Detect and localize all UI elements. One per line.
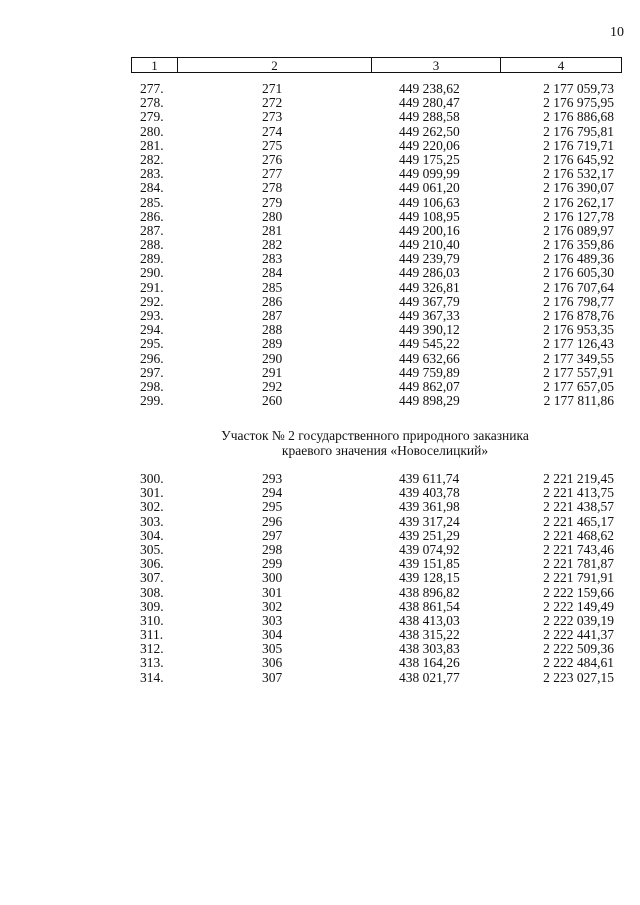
table-row [0, 472, 640, 486]
coordinate-y: 2 176 798,77 [543, 293, 614, 309]
header-col-2: 2 [178, 58, 372, 72]
coordinates-table-section-1 [0, 82, 640, 408]
coordinate-x: 449 210,40 [399, 237, 460, 253]
table-row [0, 125, 640, 139]
row-number: 283. [140, 166, 164, 182]
table-header [131, 57, 622, 73]
table-row [0, 352, 640, 366]
table-row [0, 82, 640, 96]
coordinate-y: 2 176 489,36 [543, 251, 614, 267]
point-number: 295 [262, 499, 283, 515]
row-number: 297. [140, 364, 164, 380]
point-number: 274 [262, 123, 283, 139]
row-number: 278. [140, 95, 164, 111]
table-row [0, 266, 640, 280]
coordinate-x: 439 251,29 [399, 527, 460, 543]
table-row [0, 110, 640, 124]
point-number: 290 [262, 350, 283, 366]
table-row [0, 586, 640, 600]
row-number: 291. [140, 279, 164, 295]
point-number: 286 [262, 293, 283, 309]
table-row [0, 238, 640, 252]
coordinate-y: 2 221 781,87 [543, 556, 614, 572]
section-title-line-2: краевого значения «Новоселицкий» [281, 443, 489, 458]
coordinate-x: 439 128,15 [399, 570, 460, 586]
table-row [0, 394, 640, 408]
coordinate-x: 439 403,78 [399, 485, 460, 501]
row-number: 280. [140, 123, 164, 139]
row-number: 306. [140, 556, 164, 572]
coordinate-y: 2 177 349,55 [543, 350, 614, 366]
row-number: 311. [140, 627, 164, 643]
row-number: 309. [140, 598, 164, 614]
row-number: 299. [140, 393, 164, 409]
coordinate-y: 2 221 743,46 [543, 541, 614, 557]
coordinate-x: 449 288,58 [399, 109, 460, 125]
coordinate-y: 2 221 413,75 [543, 485, 614, 501]
coordinate-y: 2 176 390,07 [543, 180, 614, 196]
point-number: 288 [262, 322, 283, 338]
coordinate-y: 2 176 795,81 [543, 123, 614, 139]
coordinate-x: 439 074,92 [399, 541, 460, 557]
point-number: 276 [262, 151, 283, 167]
point-number: 292 [262, 378, 283, 394]
coordinate-x: 449 326,81 [399, 279, 460, 295]
coordinate-y: 2 221 791,91 [543, 570, 614, 586]
row-number: 286. [140, 208, 164, 224]
table-row [0, 252, 640, 266]
point-number: 278 [262, 180, 283, 196]
table-row [0, 656, 640, 670]
coordinate-y: 2 176 532,17 [543, 166, 614, 182]
table-row [0, 671, 640, 685]
table-row [0, 295, 640, 309]
row-number: 290. [140, 265, 164, 281]
header-col-1: 1 [132, 58, 178, 72]
coordinate-x: 449 099,99 [399, 166, 460, 182]
table-row [0, 515, 640, 529]
coordinate-y: 2 221 438,57 [543, 499, 614, 515]
table-row [0, 196, 640, 210]
coordinate-x: 449 759,89 [399, 364, 460, 380]
coordinate-y: 2 176 886,68 [543, 109, 614, 125]
point-number: 303 [262, 612, 283, 628]
coordinate-x: 449 220,06 [399, 137, 460, 153]
table-row [0, 529, 640, 543]
point-number: 305 [262, 641, 283, 657]
coordinate-y: 2 176 089,97 [543, 222, 614, 238]
coordinate-y: 2 221 219,45 [543, 471, 614, 486]
point-number: 279 [262, 194, 283, 210]
table-row [0, 309, 640, 323]
coordinate-x: 438 315,22 [399, 627, 460, 643]
row-number: 314. [140, 669, 164, 685]
row-number: 302. [140, 499, 164, 515]
coordinate-y: 2 176 359,86 [543, 237, 614, 253]
coordinate-x: 449 286,03 [399, 265, 460, 281]
point-number: 296 [262, 513, 283, 529]
coordinate-x: 449 545,22 [399, 336, 460, 352]
table-row [0, 380, 640, 394]
table-row [0, 96, 640, 110]
coordinate-x: 449 175,25 [399, 151, 460, 167]
row-number: 277. [140, 81, 164, 96]
table-row [0, 500, 640, 514]
row-number: 296. [140, 350, 164, 366]
coordinate-x: 449 632,66 [399, 350, 460, 366]
row-number: 279. [140, 109, 164, 125]
point-number: 287 [262, 308, 283, 323]
row-number: 293. [140, 308, 164, 323]
coordinate-x: 449 390,12 [399, 322, 460, 338]
page-number: 10 [610, 25, 624, 40]
table-row [0, 281, 640, 295]
row-number: 288. [140, 237, 164, 253]
row-number: 287. [140, 222, 164, 238]
coordinate-y: 2 222 149,49 [543, 598, 614, 614]
row-number: 308. [140, 584, 164, 600]
point-number: 272 [262, 95, 283, 111]
row-number: 304. [140, 527, 164, 543]
coordinates-table-section-2 [0, 472, 640, 685]
coordinate-y: 2 222 484,61 [543, 655, 614, 671]
table-row [0, 210, 640, 224]
row-number: 294. [140, 322, 164, 338]
table-row [0, 642, 640, 656]
row-number: 289. [140, 251, 164, 267]
row-number: 303. [140, 513, 164, 529]
point-number: 297 [262, 527, 283, 543]
row-number: 301. [140, 485, 164, 501]
coordinate-x: 449 200,16 [399, 222, 460, 238]
point-number: 300 [262, 570, 283, 586]
point-number: 294 [262, 485, 283, 501]
coordinate-y: 2 222 441,37 [543, 627, 614, 643]
point-number: 298 [262, 541, 283, 557]
coordinate-x: 439 317,24 [399, 513, 460, 529]
table-row [0, 571, 640, 585]
coordinate-x: 439 611,74 [399, 471, 460, 486]
table-row [0, 323, 640, 337]
point-number: 289 [262, 336, 283, 352]
row-number: 285. [140, 194, 164, 210]
point-number: 271 [262, 81, 283, 96]
coordinate-y: 2 176 605,30 [543, 265, 614, 281]
point-number: 301 [262, 584, 283, 600]
coordinate-x: 438 303,83 [399, 641, 460, 657]
row-number: 312. [140, 641, 164, 657]
coordinate-y: 2 222 509,36 [543, 641, 614, 657]
coordinate-y: 2 221 468,62 [543, 527, 614, 543]
point-number: 260 [262, 393, 283, 409]
point-number: 307 [262, 669, 283, 685]
coordinate-x: 438 164,26 [399, 655, 460, 671]
coordinate-x: 438 896,82 [399, 584, 460, 600]
header-col-3: 3 [372, 58, 501, 72]
row-number: 295. [140, 336, 164, 352]
coordinate-x: 449 280,47 [399, 95, 460, 111]
table-row [0, 181, 640, 195]
coordinate-y: 2 176 127,78 [543, 208, 614, 224]
coordinate-y: 2 222 159,66 [543, 584, 614, 600]
row-number: 305. [140, 541, 164, 557]
point-number: 281 [262, 222, 283, 238]
table-row [0, 224, 640, 238]
table-row [0, 557, 640, 571]
header-col-4: 4 [557, 57, 565, 73]
coordinate-y: 2 177 657,05 [543, 378, 614, 394]
row-number: 298. [140, 378, 164, 394]
point-number: 283 [262, 251, 283, 267]
table-row [0, 628, 640, 642]
point-number: 306 [262, 655, 283, 671]
row-number: 292. [140, 293, 164, 309]
coordinate-x: 449 367,33 [399, 308, 460, 323]
section-title [0, 428, 640, 458]
coordinate-y: 2 221 465,17 [543, 513, 614, 529]
coordinate-y: 2 177 126,43 [543, 336, 614, 352]
coordinate-y: 2 176 953,35 [543, 322, 614, 338]
coordinate-y: 2 177 059,73 [543, 81, 614, 96]
coordinate-x: 449 239,79 [399, 251, 460, 267]
table-row [0, 614, 640, 628]
coordinate-x: 449 862,07 [399, 378, 460, 394]
coordinate-y: 2 177 557,91 [543, 364, 614, 380]
row-number: 310. [140, 612, 164, 628]
coordinate-x: 438 413,03 [399, 612, 460, 628]
row-number: 284. [140, 180, 164, 196]
coordinate-x: 438 861,54 [399, 598, 460, 614]
coordinate-y: 2 176 719,71 [543, 137, 614, 153]
coordinate-y: 2 176 878,76 [543, 308, 614, 323]
coordinate-x: 439 361,98 [399, 499, 460, 515]
point-number: 284 [262, 265, 283, 281]
row-number: 282. [140, 151, 164, 167]
table-row [0, 600, 640, 614]
coordinate-x: 449 106,63 [399, 194, 460, 210]
coordinate-x: 449 108,95 [399, 208, 460, 224]
coordinate-y: 2 176 645,92 [543, 151, 614, 167]
coordinate-x: 449 262,50 [399, 123, 460, 139]
point-number: 277 [262, 166, 283, 182]
row-number: 313. [140, 655, 164, 671]
point-number: 280 [262, 208, 283, 224]
point-number: 304 [262, 627, 283, 643]
point-number: 285 [262, 279, 283, 295]
coordinate-x: 449 238,62 [399, 81, 460, 96]
coordinate-y: 2 176 262,17 [543, 194, 614, 210]
point-number: 291 [262, 364, 283, 380]
coordinate-y: 2 222 039,19 [543, 612, 614, 628]
table-row [0, 153, 640, 167]
row-number: 281. [140, 137, 164, 153]
coordinate-x: 438 021,77 [399, 669, 460, 685]
table-row [0, 337, 640, 351]
table-row [0, 543, 640, 557]
row-number: 307. [140, 570, 164, 586]
coordinate-y: 2 177 811,86 [543, 393, 614, 409]
point-number: 299 [262, 556, 283, 572]
point-number: 273 [262, 109, 283, 125]
table-row [0, 139, 640, 153]
row-number: 300. [140, 471, 164, 486]
point-number: 293 [262, 471, 283, 486]
coordinate-y: 2 176 707,64 [543, 279, 614, 295]
coordinate-y: 2 223 027,15 [543, 669, 614, 685]
section-title-line-1: Участок № 2 государственного природного заказника [221, 428, 529, 443]
coordinate-x: 449 367,79 [399, 293, 460, 309]
point-number: 275 [262, 137, 283, 153]
coordinate-x: 449 061,20 [399, 180, 460, 196]
coordinate-x: 449 898,29 [399, 393, 460, 409]
table-row [0, 366, 640, 380]
table-row [0, 486, 640, 500]
coordinate-y: 2 176 975,95 [543, 95, 614, 111]
table-row [0, 167, 640, 181]
coordinate-x: 439 151,85 [399, 556, 460, 572]
point-number: 302 [262, 598, 283, 614]
point-number: 282 [262, 237, 283, 253]
